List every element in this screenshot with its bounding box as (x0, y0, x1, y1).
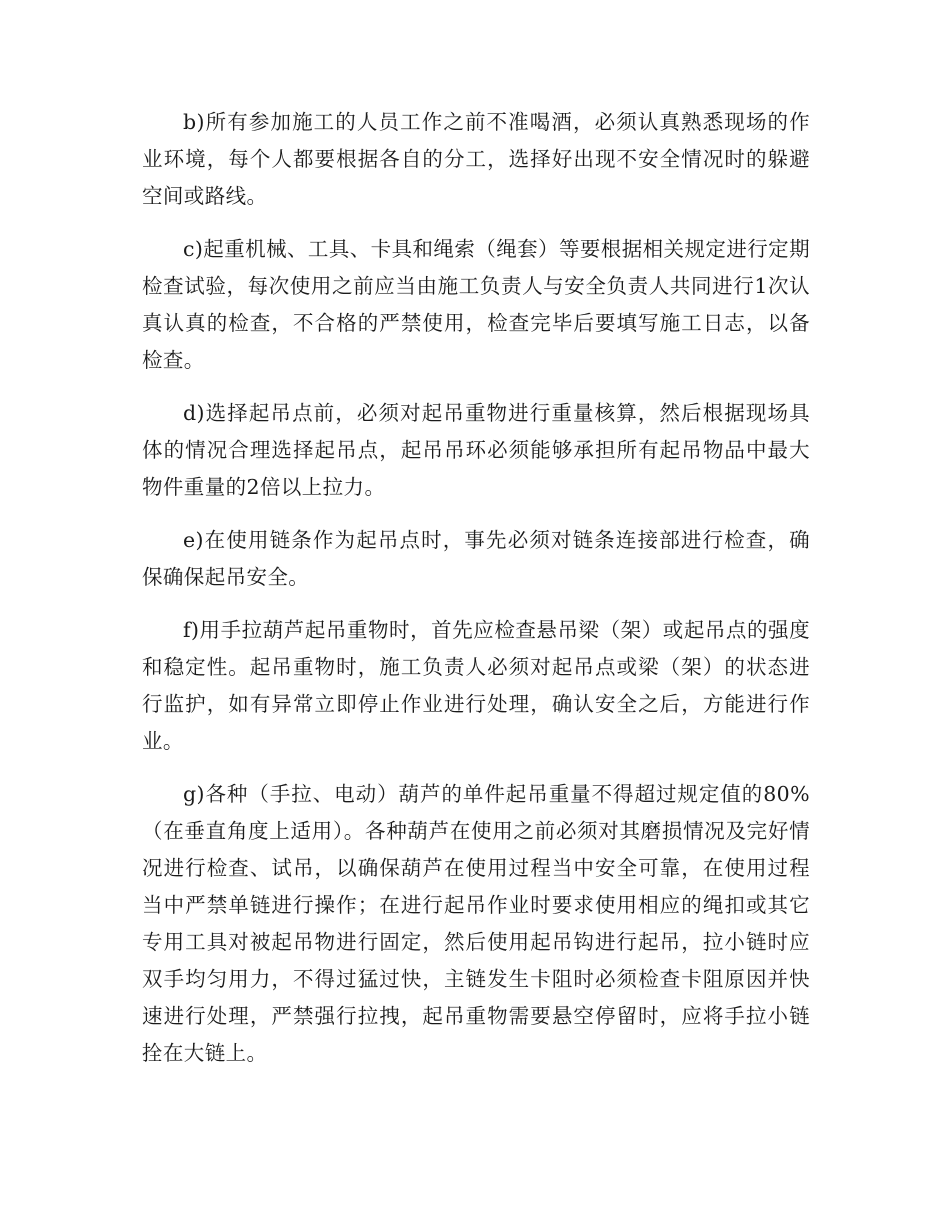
paragraph-b: b)所有参加施工的人员工作之前不准喝酒，必须认真熟悉现场的作业环境，每个人都要根据各自的分工，选择好出现不安全情况时的躲避空间或路线。 (142, 110, 810, 208)
paragraph-d: d)选择起吊点前，必须对起吊重物进行重量核算，然后根据现场具体的情况合理选择起吊点，起吊吊环必须能够承担所有起吊物品中最大物件重量的2倍以上拉力。 (142, 401, 810, 499)
paragraph-c: c)起重机械、工具、卡具和绳索（绳套）等要根据相关规定进行定期检查试验，每次使用之前应当由施工负责人与安全负责人共同进行1次认真认真的检查，不合格的严禁使用，检查完毕后要填写施工日志，以备检查。 (142, 237, 810, 372)
paragraph-g: g)各种（手拉、电动）葫芦的单件起吊重量不得超过规定值的80%（在垂直角度上适用）。各种葫芦在使用之前必须对其磨损情况及完好情况进行检查、试吊，以确保葫芦在使用过程当中安全可靠，在使用过程当中严禁单链进行操作；在进行起吊作业时要求使用相应的绳扣或其它专用工具对被起吊物进行固定，然后使用起吊钩进行起吊，拉小链时应双手均匀用力，不得过猛过快，主链发生卡阻时必须检查卡阻原因并快速进行处理，严禁强行拉拽，起吊重物需要悬空停留时，应将手拉小链拴在大链上。 (142, 782, 810, 1065)
document-body (142, 104, 810, 1088)
paragraph-e: e)在使用链条作为起吊点时，事先必须对链条连接部进行检查，确保确保起吊安全。 (142, 528, 810, 589)
paragraph-f: f)用手拉葫芦起吊重物时，首先应检查悬吊梁（架）或起吊点的强度和稳定性。起吊重物时，施工负责人必须对起吊点或梁（架）的状态进行监护，如有异常立即停止作业进行处理，确认安全之后，方能进行作业。 (142, 618, 810, 753)
